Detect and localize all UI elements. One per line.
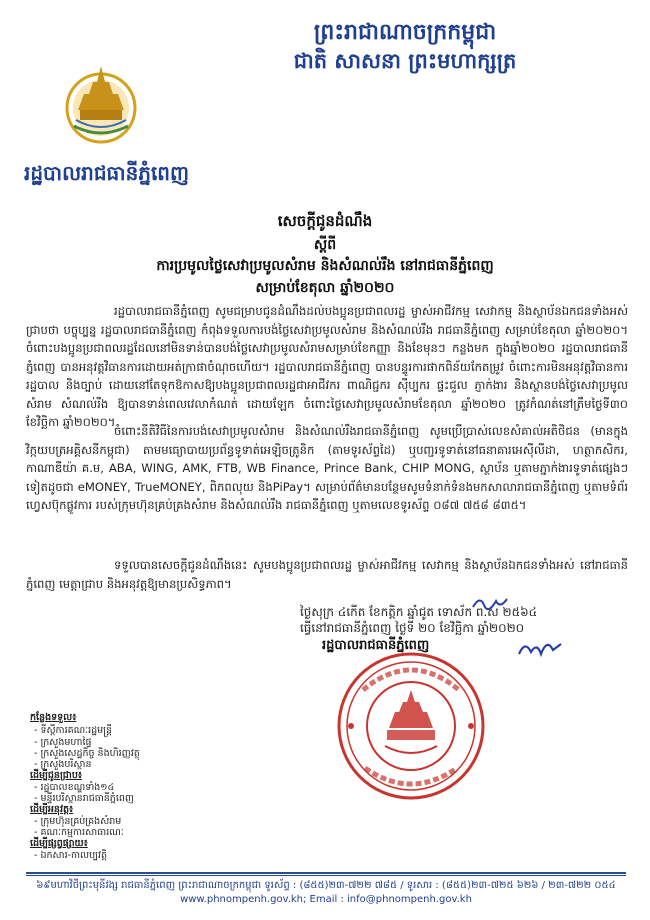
list-item: - ក្រុមហ៊ុនគ្រប់គ្រងសំរាម [34, 815, 122, 827]
recipients-subheading: ដើម្បីផ្សព្វផ្សាយ៖ [30, 838, 88, 850]
title-subject-label: ស្ដីពី [313, 237, 337, 253]
signature-icon [517, 636, 563, 660]
list-item: - ឯកសារ-កាលប្បវត្តិ [34, 849, 108, 861]
initial-signature-icon [470, 593, 510, 613]
footer-web-email: www.phnompenh.gov.kh; Email : info@phnompenh.gov.kh [180, 894, 472, 905]
solar-date: ធ្វើនៅរាជធានីភ្នំពេញ ថ្ងៃទី ២០ ខែវិច្ឆិកា ឆ្នាំ២០២០ [300, 621, 525, 635]
signer-office: រដ្ឋបាលរាជធានីភ្នំពេញ [322, 638, 430, 653]
recipients-list [30, 712, 270, 861]
issuing-office: រដ្ឋបាលរាជធានីភ្នំពេញ [24, 161, 190, 185]
title-subject: ការប្រមូលថ្លៃសេវាប្រមូលសំរាម និងសំណល់រឹង នៅរាជធានីភ្នំពេញ [156, 258, 494, 274]
document-title: សេចក្ដីជូនដំណឹង [277, 212, 373, 230]
recipients-heading: កន្លែងទទួល៖ [30, 712, 77, 723]
body-paragraph-2: ចំពោះនីតិវិធីនៃការបង់សេវាប្រមូលសំរាម និងសំណល់រឹងរាជធានីភ្នំពេញ សូមប្រើប្រាស់លេខសំគាល់អតិថិជន (មានក្នុងវិក្កយបត្រអគ្គិសនីកម្ពុជា) តាមមធ្យោបាយប្រព័ន្ធទូទាត់អេឡិចត្រូនិក (តាមទូរស័ព្ទដៃ) ឬបញ្ជរទូទាត់នៅធនាគារអេស៊ីលីដា, ហត្ថាកសិករ, កាណាឌីយ៉ា គ.ម, ABA, WING, AMK, FTB, WB Finance, Prince Bank, CHIP MONG, ស្ថាប័ន ឬតាមភ្នាក់ងារទូទាត់ផ្សេងៗទៀតដូចជា eMONEY, TrueMONEY, ពិភពលុយ និងPiPay។ សម្រាប់ព័ត៌មានបន្ថែមសូមទំនាក់ទំនងមកសាលារាជធានីភ្នំពេញ ឬតាមទំព័រហ្វេសប៊ុកផ្លូវការ របស់ក្រុមហ៊ុនគ្រប់គ្រងសំរាម និងសំណល់រឹង រាជធានីភ្នំពេញ ឬតាមលេខទូរស័ព្ទ ០៨៧ ៧៥៨ ៨៣៥។ [26, 424, 628, 512]
national-motto: ជាតិ សាសនា ព្រះមហាក្សត្រ [293, 48, 517, 73]
list-item: - ក្រសួងមហាផ្ទៃ [34, 736, 92, 748]
kingdom-heading: ព្រះរាជាណាចក្រកម្ពុជា [313, 19, 497, 45]
list-item: - ក្រសួងបរិស្ថាន [34, 759, 92, 771]
recipients-subheading: ដើម្បីអនុវត្ត៖ [30, 804, 74, 816]
body-paragraph-3: ទទួលបានសេចក្ដីជូនដំណឹងនេះ សូមបងប្អូនប្រជាពលរដ្ឋ ម្ចាស់អាជីវកម្ម សេវាកម្ម និងស្ថាប័នឯកជនទាំងអស់ នៅរាជធានីភ្នំពេញ មេត្តាជ្រាប និងអនុវត្តឱ្យមានប្រសិទ្ធភាព។ [26, 558, 628, 591]
lunar-date: ថ្ងៃសុក្រ ៤កើត ខែកត្ដិក ឆ្នាំជូត ទោស័ក ព.ស ២៥៦៤ [300, 605, 538, 619]
list-item: - មន្ទីរបរិស្ថានរាជធានីភ្នំពេញ [34, 793, 134, 805]
municipal-emblem-icon [62, 60, 140, 148]
footer-divider [26, 875, 626, 876]
footer-divider [26, 872, 626, 874]
list-item: - គណៈកម្មការសាធារណៈ [34, 826, 124, 838]
title-period: សម្រាប់ខែតុលា ឆ្នាំ២០២០ [255, 280, 395, 296]
body-paragraph-1: រដ្ឋបាលរាជធានីភ្នំពេញ សូមជម្រាបជូនដំណឹងដល់បងប្អូនប្រជាពលរដ្ឋ ម្ចាស់អាជីវកម្ម សេវាកម្ម និងស្ថាប័នឯកជនទាំងអស់ ជ្រាបថា បច្ចុប្បន្ន រដ្ឋបាលរាជធានីភ្នំពេញ កំពុងទទួលការបង់ថ្លៃសេវាប្រមូលសំរាម និងសំណល់រឹង រាជធានីភ្នំពេញ សម្រាប់ខែតុលា ឆ្នាំ២០២០។ ចំពោះបងប្អូនប្រជាពលរដ្ឋដែលនៅមិនទាន់បានបង់ថ្លៃសេវាប្រមូលសំរាមសម្រាប់ខែកញ្ញា និងខែមុនៗ កន្លងមក ក្នុងឆ្នាំ២០២០ រដ្ឋបាលរាជធានីភ្នំពេញ បានអនុវត្តវិធានការដោយអត់ក្រាផាចំណុចហើយ។ រដ្ឋបាលរាជធានីភ្នំពេញ បានបន្ទូរការផាកពិន័យកែតម្រូវ ចំពោះការមិនអនុវត្តវិធានការរដ្ឋបាល និងច្បាប់ ដោយនៅតែទុកឱកាសឱ្យបងប្អូនប្រជាពលរដ្ឋជាអាជីវករ ពាណិជ្ជករ ស៊ីប្បករ ផ្ទះជួល ភ្ញាក់ងារ និងស្ថានបង់ថ្លៃសេវាប្រមូលសំរាម សំណល់រឹង ឱ្យបានទាន់ពេលវេលាកំណត់ ដោយឡែក ចំពោះថ្លៃសេវាប្រមូលសំរាមខែតុលា ឆ្នាំ២០២០ ត្រូវកំណត់នៅត្រឹមថ្ងៃទី៣០ ខែវិច្ឆិកា ឆ្នាំ២០២០។ [26, 304, 628, 429]
footer-address: ៦៩មហាវិថីព្រះមុនីវង្ស រាជធានីភ្នំពេញ ព្រះរាជាណាចក្រកម្ពុជា ទូរស័ព្ទ : (៨៥៥)២៣-៧២២ ៧៨៥ / ទូរសារ : (៨៥៥)២៣-៧២៥ ៦២៦ / ២៣-៧២២ ០៥៤ [36, 880, 616, 891]
list-item: - ក្រសួងសេដ្ឋកិច្ច និងហិរញ្ញវត្ថុ [34, 747, 140, 759]
list-item: - រដ្ឋបាលខណ្ឌទាំង១៤ [34, 781, 115, 793]
list-item: - ទីស្ដីការគណៈរដ្ឋមន្ត្រី [34, 725, 113, 737]
official-seal-icon [335, 650, 487, 802]
recipients-subheading: ដើម្បីជូនជ្រាប៖ [30, 770, 83, 782]
